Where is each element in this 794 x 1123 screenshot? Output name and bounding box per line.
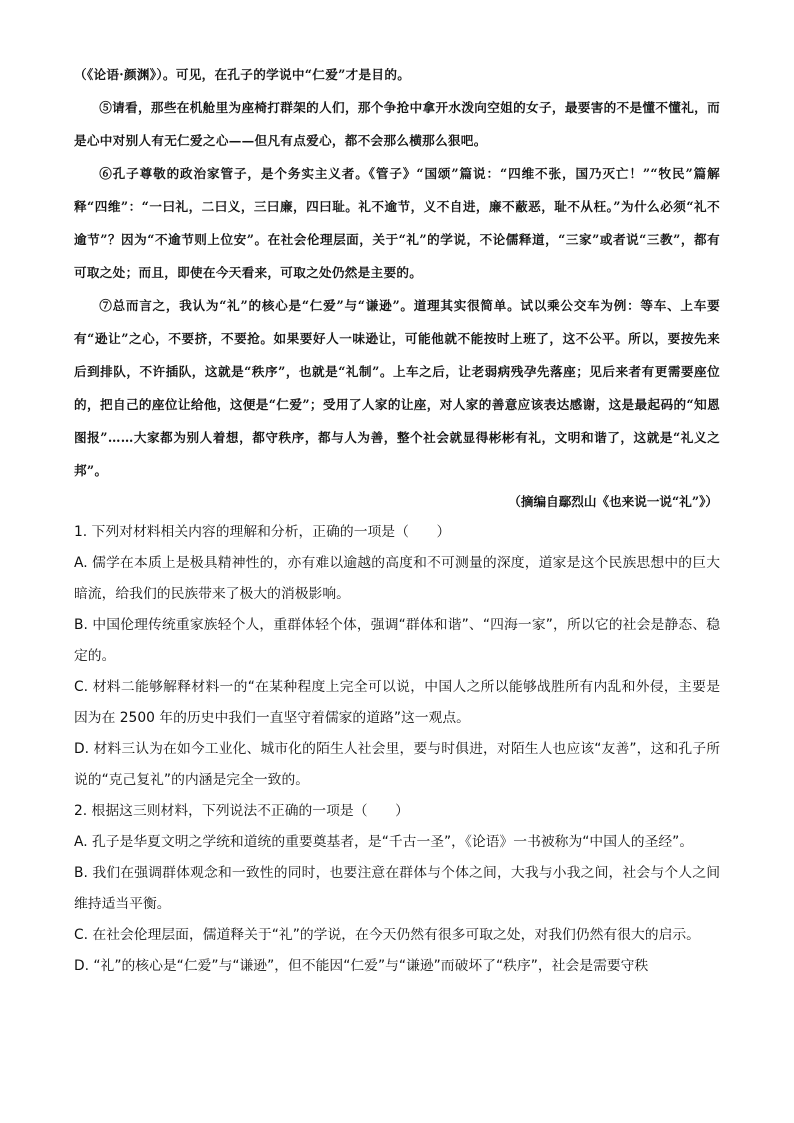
passage-paragraph-5: ⑤请看，那些在机舱里为座椅打群架的人们，那个争抢中拿开水泼向空姐的女子，最要害的不是懂不懂礼，而是心中对别人有无仁爱之心——但凡有点爱心，都不会那么横那么狠吧。 (74, 100, 720, 148)
passage-paragraph-7: ⑦总而言之，我认为“礼”的核心是“仁爱”与“谦逊”。道理其实很简单。试以乘公交车为例：等车、上车要有“逊让”之心，不要挤，不要抢。如果要好人一味逊让，可能他就不能按时上班了，这不公平。所以，要按先来后到排队，不许插队，这就是“秩序”，也就是“礼制”。上车之后，让老弱病残孕先落座；见后来者有更需要座位的，把自己的座位让给他，这便是“仁爱”；受用了人家的让座，对人家的善意应该表达感谢，这是最起码的“知恩图报”……大家都为别人着想，都守秩序，都与人为善，整个社会就显得彬彬有礼，文明和谐了，这就是“礼义之邦”。 (74, 298, 720, 478)
question-2-option-a: A. 孔子是华夏文明之学统和道统的重要奠基者，是“千古一圣”，《论语》一书被称为“中国人的圣经”。 (74, 834, 694, 850)
passage-paragraph-6: ⑥孔子尊敬的政治家管子，是个务实主义者。《管子》“国颂”篇说：“四维不张，国乃灭亡！”“牧民”篇解释“四维”：“一曰礼，二曰义，三曰廉，四曰耻。礼不逾节，义不自进，廉不蔽恶，耻不从枉。”为什么必须“礼不逾节”？因为“不逾节则上位安”。在社会伦理层面，关于“礼”的学说，不论儒释道，“三家”或者说“三教”，都有可取之处；而且，即使在今天看来，可取之处仍然是主要的。 (74, 166, 720, 280)
question-1-option-d: D. 材料三认为在如今工业化、城市化的陌生人社会里，要与时俱进，对陌生人也应该“友善”，这和孔子所说的“克己复礼”的内涵是完全一致的。 (74, 741, 720, 788)
question-2-option-d: D. “礼”的核心是“仁爱”与“谦逊”，但不能因“仁爱”与“谦逊”而破坏了“秩序”，社会是需要守秩 (74, 958, 649, 974)
question-1-option-a: A. 儒学在本质上是极具精神性的，亦有难以逾越的高度和不可测量的深度，道家是这个民族思想中的巨大暗流，给我们的民族带来了极大的消极影响。 (74, 555, 720, 602)
question-2-option-b: B. 我们在强调群体观念和一致性的同时，也要注意在群体与个体之间，大我与小我之间，社会与个人之间维持适当平衡。 (74, 865, 720, 912)
passage-paragraph-4-end: （《论语·颜渊》）。可见，在孔子的学说中“仁爱”才是目的。 (74, 67, 411, 82)
document-page (74, 58, 720, 982)
question-1-stem: 1. 下列对材料相关内容的理解和分析，正确的一项是（ ） (74, 524, 451, 540)
question-2-stem: 2. 根据这三则材料，下列说法不正确的一项是（ ） (74, 803, 409, 819)
reading-passage (74, 58, 720, 487)
passage-source: （摘编自鄢烈山《也来说一说“礼”》） (508, 494, 718, 509)
questions-section (74, 517, 720, 982)
question-1-option-c: C. 材料二能够解释材料一的“在某种程度上完全可以说，中国人之所以能够战胜所有内乱和外侵，主要是因为在 2500 年的历史中我们一直坚守着儒家的道路”这一观点。 (74, 679, 720, 726)
question-2-option-c: C. 在社会伦理层面，儒道释关于“礼”的学说，在今天仍然有很多可取之处，对我们仍然有很大的启示。 (74, 927, 700, 943)
question-1-option-b: B. 中国伦理传统重家族轻个人，重群体轻个体，强调“群体和谐”、“四海一家”，所以它的社会是静态、稳定的。 (74, 617, 720, 664)
